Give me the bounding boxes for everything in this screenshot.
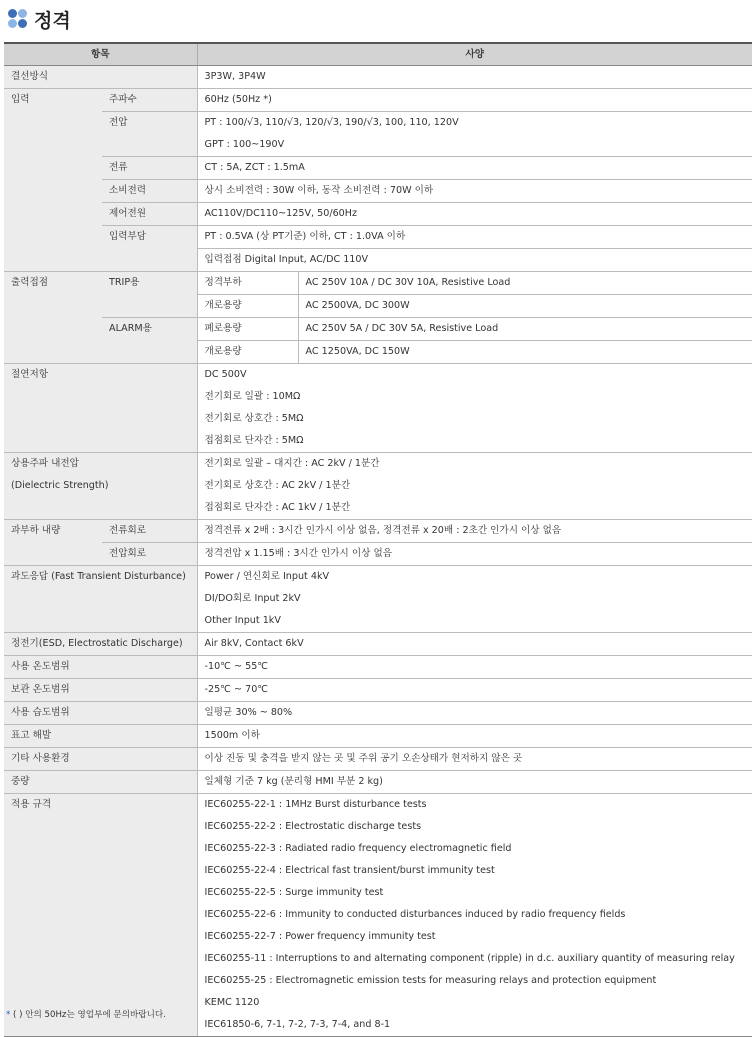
row-label-store-temp: 보관 온도범위: [4, 679, 197, 702]
row-label-weight: 중량: [4, 771, 197, 794]
row-value-altitude: 1500m 이하: [197, 725, 752, 748]
sub-label-freq: 주파수: [102, 89, 197, 112]
trip-rated-label: 정격부하: [197, 272, 298, 295]
table-row: [4, 633, 752, 656]
table-row: [4, 180, 752, 203]
table-row: [4, 725, 752, 748]
table-row: [4, 112, 752, 157]
alarm-close-label: 폐로용량: [197, 318, 298, 341]
value-overload-volt: 정격전압 x 1.15배 : 3시간 인가시 이상 없음: [197, 543, 752, 566]
standard-item: IEC60255-11 : Interruptions to and alternating component (ripple) in d.c. auxiliary quantity of measuring relay: [204, 953, 735, 964]
row-value-store-temp: -25℃ ~ 70℃: [197, 679, 752, 702]
table-row: [4, 543, 752, 566]
alarm-open-value: AC 1250VA, DC 150W: [298, 341, 752, 364]
standard-item: IEC60255-22-6 : Immunity to conducted disturbances induced by radio frequency fields: [204, 909, 626, 920]
table-row: [4, 318, 752, 341]
table-row: [4, 364, 752, 453]
row-label-wiring: 결선방식: [4, 66, 197, 89]
row-label-env: 기타 사용환경: [4, 748, 197, 771]
page-title: 정격: [34, 9, 71, 32]
value-ctrl: AC110V/DC110~125V, 50/60Hz: [197, 203, 752, 226]
sub-label-overload-volt: 전압회로: [102, 543, 197, 566]
value-burden-2: 입력접점 Digital Input, AC/DC 110V: [197, 249, 752, 272]
sub-label-overload-curr: 전류회로: [102, 520, 197, 543]
sub-label-curr: 전류: [102, 157, 197, 180]
value-power: 상시 소비전력 : 30W 이하, 동작 소비전력 : 70W 이하: [197, 180, 752, 203]
sub-label-trip: TRIP용: [102, 272, 197, 318]
sub-label-ctrl: 제어전원: [102, 203, 197, 226]
row-value-weight: 일체형 기준 7 kg (분리형 HMI 부분 2 kg): [197, 771, 752, 794]
table-header: [4, 43, 752, 66]
row-label-altitude: 표고 해발: [4, 725, 197, 748]
row-label-overload: 과부하 내량: [4, 520, 102, 566]
row-label-input: 입력: [4, 89, 102, 272]
row-label-transient: 과도응답 (Fast Transient Disturbance): [4, 566, 197, 633]
standard-item: IEC60255-22-3 : Radiated radio frequency electromagnetic field: [204, 843, 512, 854]
row-value-insulation: DC 500V 전기회로 일괄 : 10MΩ 전기회로 상호간 : 5MΩ 접점회로 단자간 : 5MΩ: [197, 364, 752, 453]
section-title: [8, 6, 71, 32]
sub-label-alarm: ALARM용: [102, 318, 197, 364]
value-freq: 60Hz (50Hz *): [197, 89, 752, 112]
header-spec: 사양: [197, 43, 752, 66]
bullet-dots-icon: [8, 9, 28, 29]
sub-label-power: 소비전력: [102, 180, 197, 203]
row-value-humidity: 일평균 30% ~ 80%: [197, 702, 752, 725]
table-row: [4, 794, 752, 1037]
table-row: [4, 272, 752, 295]
row-label-esd: 정전기(ESD, Electrostatic Discharge): [4, 633, 197, 656]
row-value-wiring: 3P3W, 3P4W: [197, 66, 752, 89]
standard-item: IEC60255-25 : Electromagnetic emission tests for measuring relays and protection equipment: [204, 975, 657, 986]
value-volt: PT : 100/√3, 110/√3, 120/√3, 190/√3, 100, 110, 120V GPT : 100~190V: [197, 112, 752, 157]
sub-label-volt: 전압: [102, 112, 197, 157]
standard-item: KEMC 1120: [204, 997, 260, 1008]
trip-open-value: AC 2500VA, DC 300W: [298, 295, 752, 318]
row-value-standards: [197, 794, 752, 1037]
row-label-output: 출력접점: [4, 272, 102, 364]
standard-item: IEC61850-6, 7-1, 7-2, 7-3, 7-4, and 8-1: [204, 1019, 391, 1030]
table-row: [4, 226, 752, 249]
standard-item: IEC60255-22-1 : 1MHz Burst disturbance tests: [204, 799, 427, 810]
table-row: [4, 520, 752, 543]
table-row: [4, 566, 752, 633]
alarm-open-label: 개로용량: [197, 341, 298, 364]
value-burden-1: PT : 0.5VA (상 PT기준) 이하, CT : 1.0VA 이하: [197, 226, 752, 249]
header-item: 항목: [4, 43, 197, 66]
row-value-transient: Power / 연신회로 Input 4kV DI/DO회로 Input 2kV Other Input 1kV: [197, 566, 752, 633]
sub-label-burden: 입력부담: [102, 226, 197, 272]
trip-open-label: 개로용량: [197, 295, 298, 318]
row-label-humidity: 사용 습도범위: [4, 702, 197, 725]
standard-item: IEC60255-22-2 : Electrostatic discharge tests: [204, 821, 422, 832]
standard-item: IEC60255-22-4 : Electrical fast transient/burst immunity test: [204, 865, 495, 876]
value-curr: CT : 5A, ZCT : 1.5mA: [197, 157, 752, 180]
footnote-text: ( ) 안의 50Hz는 영업부에 문의바랍니다.: [10, 1010, 166, 1020]
standard-item: IEC60255-22-5 : Surge immunity test: [204, 887, 384, 898]
row-value-withstand: 전기회로 일괄 – 대지간 : AC 2kV / 1분간 전기회로 상호간 : AC 2kV / 1분간 접점회로 단자간 : AC 1kV / 1분간: [197, 453, 752, 520]
table-row: [4, 66, 752, 89]
row-label-standards: 적용 규격: [4, 794, 197, 1037]
footnote: [6, 1008, 166, 1020]
row-value-env: 이상 진동 및 충격을 받지 않는 곳 및 주위 공기 오손상태가 현저하지 않은 곳: [197, 748, 752, 771]
table-row: [4, 203, 752, 226]
table-row: [4, 89, 752, 112]
spec-table: [4, 42, 752, 1037]
row-label-insulation: 절연저항: [4, 364, 197, 453]
trip-rated-value: AC 250V 10A / DC 30V 10A, Resistive Load: [298, 272, 752, 295]
table-row: [4, 453, 752, 520]
table-row: [4, 748, 752, 771]
row-value-esd: Air 8kV, Contact 6kV: [197, 633, 752, 656]
table-row: [4, 157, 752, 180]
table-row: [4, 656, 752, 679]
row-label-op-temp: 사용 온도범위: [4, 656, 197, 679]
table-row: [4, 679, 752, 702]
row-label-withstand: 상용주파 내전압 (Dielectric Strength): [4, 453, 197, 520]
table-row: [4, 702, 752, 725]
row-value-op-temp: -10℃ ~ 55℃: [197, 656, 752, 679]
alarm-close-value: AC 250V 5A / DC 30V 5A, Resistive Load: [298, 318, 752, 341]
table-row: [4, 771, 752, 794]
footnote-star: *: [6, 1010, 11, 1020]
standard-item: IEC60255-22-7 : Power frequency immunity test: [204, 931, 436, 942]
value-overload-curr: 정격전류 x 2배 : 3시간 인가시 이상 없음, 정격전류 x 20배 : 2초간 인가시 이상 없음: [197, 520, 752, 543]
